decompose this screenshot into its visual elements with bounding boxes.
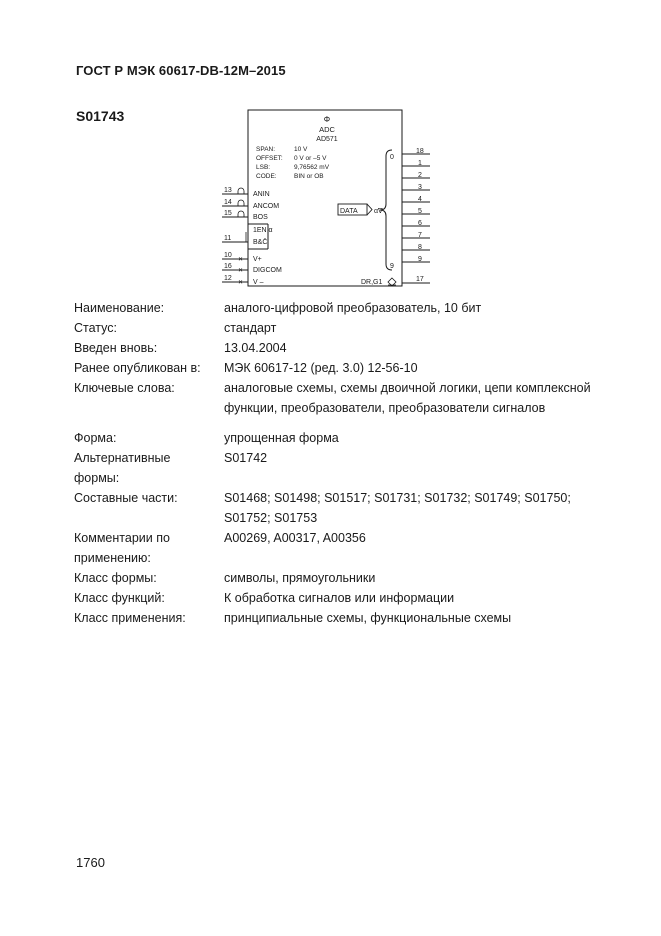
keywords-line: функции, преобразователи, преобразователи сигналов xyxy=(224,401,546,415)
adc-symbol-diagram xyxy=(220,108,440,290)
info-label: Класс формы: xyxy=(74,571,157,585)
symbol-info-table xyxy=(74,298,634,628)
code-label: CODE: xyxy=(256,173,277,180)
info-row-application-class xyxy=(74,608,634,628)
info-row-comments xyxy=(74,528,634,568)
right-pin-number: 2 xyxy=(418,172,422,179)
left-pin-label: BOS xyxy=(253,214,268,221)
info-value: принципиальные схемы, функциональные схемы xyxy=(224,611,512,625)
left-pin-number: 15 xyxy=(224,210,232,217)
right-pin-number: 8 xyxy=(418,244,422,251)
dr-pin-number: 17 xyxy=(416,276,424,283)
left-pin-label: 1EN α xyxy=(253,227,273,234)
code-value: BIN or OB xyxy=(294,173,324,180)
left-pin-16 xyxy=(222,263,282,274)
left-pin-number: 10 xyxy=(224,252,232,259)
bus-bottom-label: 9 xyxy=(390,263,394,270)
left-pin-15 xyxy=(222,210,268,221)
svg-text:✕: ✕ xyxy=(238,280,244,286)
span-label: SPAN: xyxy=(256,146,276,153)
info-value: стандарт xyxy=(224,321,277,335)
left-pin-number: 12 xyxy=(224,275,232,282)
lsb-value: 9,76562 mV xyxy=(294,164,330,171)
left-pin-11 xyxy=(222,232,267,246)
info-row-name xyxy=(74,298,634,318)
info-label-line: Альтернативные xyxy=(74,451,171,465)
left-pin-label: B&C̄ xyxy=(253,239,268,246)
info-value xyxy=(224,378,634,418)
info-label: Форма: xyxy=(74,431,117,445)
right-pins xyxy=(402,148,430,263)
left-pin-label: ANIN xyxy=(253,191,270,198)
info-value: упрощенная форма xyxy=(224,431,339,445)
info-value: аналого-цифровой преобразователь, 10 бит xyxy=(224,301,482,315)
info-label: Введен вновь: xyxy=(74,341,158,355)
right-pin-number: 1 xyxy=(418,160,422,167)
left-pin-label: V – xyxy=(253,279,264,286)
info-row-alternative-forms xyxy=(74,448,634,488)
lsb-label: LSB: xyxy=(256,164,271,171)
info-row-form xyxy=(74,418,634,448)
left-pin-number: 14 xyxy=(224,199,232,206)
info-value: S01742 xyxy=(224,451,268,465)
right-pin-number: 9 xyxy=(418,256,422,263)
open-collector-icon xyxy=(388,278,396,286)
left-pin-13 xyxy=(222,187,270,198)
left-pin-number: 11 xyxy=(224,235,232,242)
info-label xyxy=(74,448,224,488)
alpha-nabla-label: α∇ xyxy=(374,208,383,215)
left-pin-label: DIGCOM xyxy=(253,267,282,274)
info-value xyxy=(224,488,634,528)
left-pin-10 xyxy=(222,252,262,263)
info-row-function-class xyxy=(74,588,634,608)
left-pin-number: 16 xyxy=(224,263,232,270)
document-header: ГОСТ Р МЭК 60617-DB-12M–2015 xyxy=(76,63,286,78)
info-value: МЭК 60617-12 (ред. 3.0) 12-56-10 xyxy=(224,361,418,375)
info-label: Класс функций: xyxy=(74,591,165,605)
left-pin-label: ANCOM xyxy=(253,203,280,210)
left-pin-14 xyxy=(222,199,279,210)
info-row-parts xyxy=(74,488,634,528)
model-label: AD571 xyxy=(316,136,338,143)
right-pin-number: 7 xyxy=(418,232,422,239)
left-pin-12 xyxy=(222,275,264,286)
right-pin-number: 6 xyxy=(418,220,422,227)
page-number: 1760 xyxy=(76,855,105,870)
symbol-code: S01743 xyxy=(76,108,125,124)
dr-label: DR,G1 xyxy=(361,279,383,286)
adc-symbol-svg xyxy=(220,108,440,290)
info-row-form-class xyxy=(74,568,634,588)
info-value: A00269, A00317, A00356 xyxy=(224,531,366,545)
info-label-line: Комментарии по xyxy=(74,531,170,545)
info-row-status xyxy=(74,318,634,338)
adc-label: ADC xyxy=(319,125,335,134)
info-label: Наименование: xyxy=(74,301,165,315)
left-pin-1en xyxy=(253,227,273,234)
left-pin-number: 13 xyxy=(224,187,232,194)
offset-label: OFFSET: xyxy=(256,155,283,162)
data-label: DATA xyxy=(340,208,358,215)
right-pin-number: 3 xyxy=(418,184,422,191)
right-pin-number: 5 xyxy=(418,208,422,215)
right-pin-number: 4 xyxy=(418,196,422,203)
svg-text:✕: ✕ xyxy=(238,268,244,274)
right-pin-number: 18 xyxy=(416,148,424,155)
bus-brace-icon xyxy=(380,150,392,270)
span-value: 10 V xyxy=(294,146,308,153)
info-value: символы, прямоугольники xyxy=(224,571,376,585)
data-box-arrow xyxy=(367,204,372,215)
info-row-published xyxy=(74,358,634,378)
phi-label: Φ xyxy=(323,115,331,124)
info-value: 13.04.2004 xyxy=(224,341,287,355)
info-value: К обработка сигналов или информации xyxy=(224,591,455,605)
info-row-keywords xyxy=(74,378,634,418)
offset-value: 0 V or –5 V xyxy=(294,155,327,162)
info-label: Статус: xyxy=(74,321,117,335)
svg-text:✕: ✕ xyxy=(238,257,244,263)
info-label: Класс применения: xyxy=(74,611,186,625)
bus-top-label: 0 xyxy=(390,154,394,161)
parts-line: S01752; S01753 xyxy=(224,511,318,525)
info-label: Ключевые слова: xyxy=(74,381,175,395)
info-label: Ранее опубликован в: xyxy=(74,361,201,375)
parts-line: S01468; S01498; S01517; S01731; S01732; S01749; S01750; xyxy=(224,491,571,505)
info-label xyxy=(74,528,224,568)
info-label-line: формы: xyxy=(74,471,120,485)
info-row-introduced xyxy=(74,338,634,358)
info-label: Составные части: xyxy=(74,491,178,505)
keywords-line: аналоговые схемы, схемы двоичной логики, цепи комплексной xyxy=(224,381,591,395)
left-pin-label: V+ xyxy=(253,256,262,263)
info-label-line: применению: xyxy=(74,551,151,565)
